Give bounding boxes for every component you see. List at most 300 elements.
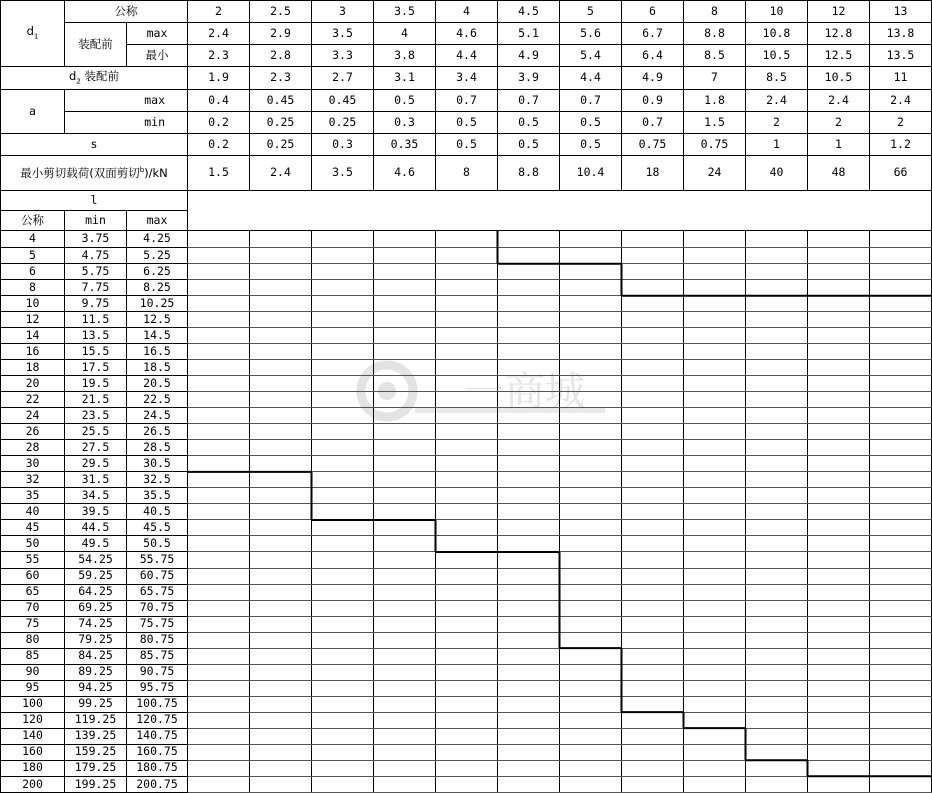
length-nominal-value: 5 — [1, 248, 65, 264]
length-row — [1, 312, 932, 328]
applicability-cell — [684, 424, 746, 440]
applicability-cell — [746, 312, 808, 328]
applicability-cell — [312, 408, 374, 424]
applicability-cell — [560, 600, 622, 616]
applicability-cell — [250, 248, 312, 264]
length-min-value: 44.5 — [65, 520, 127, 536]
applicability-cell — [250, 264, 312, 280]
applicability-cell — [436, 728, 498, 744]
applicability-cell — [746, 440, 808, 456]
applicability-cell — [870, 264, 932, 280]
applicability-cell — [374, 360, 436, 376]
length-min-value: 79.25 — [65, 632, 127, 648]
applicability-cell — [250, 312, 312, 328]
applicability-cell — [498, 632, 560, 648]
length-max-value: 30.5 — [127, 456, 188, 472]
length-nominal-value: 30 — [1, 456, 65, 472]
applicability-cell — [250, 520, 312, 536]
length-row — [1, 616, 932, 632]
applicability-cell — [808, 488, 870, 504]
applicability-cell — [498, 344, 560, 360]
applicability-cell — [870, 584, 932, 600]
applicability-cell — [436, 568, 498, 584]
applicability-cell — [498, 376, 560, 392]
a-min-value: 0.2 — [188, 112, 250, 134]
d2-value: 7 — [684, 67, 746, 90]
shear-load-value: 2.4 — [250, 156, 312, 191]
applicability-cell — [684, 616, 746, 632]
applicability-cell — [188, 648, 250, 664]
applicability-cell — [188, 328, 250, 344]
applicability-cell — [374, 344, 436, 360]
applicability-cell — [498, 408, 560, 424]
length-min-value: 7.75 — [65, 280, 127, 296]
applicability-cell — [312, 520, 374, 536]
applicability-cell — [560, 376, 622, 392]
length-nominal-value: 10 — [1, 296, 65, 312]
applicability-cell — [312, 696, 374, 712]
applicability-cell — [560, 472, 622, 488]
length-max-value: 95.75 — [127, 680, 188, 696]
applicability-cell — [436, 280, 498, 296]
applicability-cell — [436, 376, 498, 392]
length-max-value: 140.75 — [127, 728, 188, 744]
applicability-cell — [746, 424, 808, 440]
length-nominal-value: 35 — [1, 488, 65, 504]
applicability-cell — [188, 632, 250, 648]
nominal-value: 12 — [808, 1, 870, 23]
applicability-cell — [188, 424, 250, 440]
applicability-cell — [808, 456, 870, 472]
applicability-cell — [808, 680, 870, 696]
length-max-value: 60.75 — [127, 568, 188, 584]
applicability-cell — [312, 376, 374, 392]
length-min-value: 119.25 — [65, 712, 127, 728]
applicability-cell — [498, 488, 560, 504]
nominal-value: 2.5 — [250, 1, 312, 23]
applicability-cell — [622, 456, 684, 472]
length-max-value: 85.75 — [127, 648, 188, 664]
applicability-cell — [622, 632, 684, 648]
applicability-cell — [808, 696, 870, 712]
d1-max-value: 6.7 — [622, 23, 684, 45]
length-min-value: 13.5 — [65, 328, 127, 344]
applicability-cell — [746, 600, 808, 616]
applicability-cell — [808, 408, 870, 424]
applicability-cell — [808, 632, 870, 648]
length-row — [1, 536, 932, 552]
length-min-value: 94.25 — [65, 680, 127, 696]
applicability-cell — [870, 296, 932, 312]
length-row — [1, 568, 932, 584]
applicability-cell — [498, 664, 560, 680]
a-min-value: 0.7 — [622, 112, 684, 134]
applicability-cell — [436, 744, 498, 760]
applicability-cell — [560, 280, 622, 296]
length-min-value: 39.5 — [65, 504, 127, 520]
applicability-cell — [374, 296, 436, 312]
length-max-value: 80.75 — [127, 632, 188, 648]
applicability-cell — [622, 504, 684, 520]
applicability-cell — [436, 776, 498, 792]
applicability-cell — [250, 760, 312, 776]
length-nominal-label: 公称 — [1, 211, 65, 231]
length-min-value: 4.75 — [65, 248, 127, 264]
d1-max-value: 4.6 — [436, 23, 498, 45]
d1-min-value: 2.3 — [188, 45, 250, 67]
d1-max-value: 5.1 — [498, 23, 560, 45]
d2-before-assembly-label: $d_2$ 装配前 — [1, 67, 188, 90]
applicability-cell — [870, 760, 932, 776]
length-min-value: 3.75 — [65, 231, 127, 248]
a-max-value: 0.9 — [622, 90, 684, 112]
applicability-cell — [560, 504, 622, 520]
applicability-cell — [188, 712, 250, 728]
applicability-cell — [312, 472, 374, 488]
a-max-value: 0.5 — [374, 90, 436, 112]
watermark-text: 一商城 — [465, 369, 585, 415]
s-value: 0.75 — [684, 134, 746, 156]
length-row — [1, 392, 932, 408]
length-row — [1, 584, 932, 600]
applicability-cell — [188, 376, 250, 392]
applicability-cell — [808, 744, 870, 760]
applicability-cell — [746, 248, 808, 264]
applicability-cell — [436, 440, 498, 456]
length-max-value: 180.75 — [127, 760, 188, 776]
length-nominal-value: 60 — [1, 568, 65, 584]
length-row — [1, 248, 932, 264]
applicability-cell — [808, 760, 870, 776]
length-l-label: l — [1, 191, 188, 211]
a-min-value: 1.5 — [684, 112, 746, 134]
applicability-cell — [188, 760, 250, 776]
length-nominal-value: 45 — [1, 520, 65, 536]
applicability-cell — [684, 552, 746, 568]
applicability-cell — [808, 280, 870, 296]
applicability-cell — [622, 744, 684, 760]
applicability-cell — [870, 328, 932, 344]
applicability-cell — [498, 392, 560, 408]
applicability-cell — [560, 392, 622, 408]
applicability-cell — [374, 760, 436, 776]
applicability-cell — [808, 616, 870, 632]
d2-value: 3.4 — [436, 67, 498, 90]
applicability-cell — [436, 552, 498, 568]
applicability-cell — [808, 568, 870, 584]
applicability-cell — [374, 680, 436, 696]
applicability-cell — [188, 728, 250, 744]
d1-max-value: 5.6 — [560, 23, 622, 45]
applicability-cell — [436, 408, 498, 424]
applicability-cell — [498, 312, 560, 328]
applicability-cell — [808, 504, 870, 520]
applicability-cell — [374, 712, 436, 728]
applicability-cell — [622, 776, 684, 792]
applicability-cell — [684, 664, 746, 680]
applicability-cell — [746, 456, 808, 472]
s-value: 0.2 — [188, 134, 250, 156]
applicability-cell — [498, 584, 560, 600]
applicability-cell — [560, 440, 622, 456]
applicability-cell — [808, 344, 870, 360]
length-max-value: 35.5 — [127, 488, 188, 504]
applicability-cell — [374, 264, 436, 280]
applicability-cell — [498, 296, 560, 312]
length-nominal-value: 75 — [1, 616, 65, 632]
length-nominal-value: 28 — [1, 440, 65, 456]
applicability-cell — [498, 696, 560, 712]
applicability-cell — [188, 312, 250, 328]
applicability-cell — [560, 424, 622, 440]
applicability-cell — [622, 440, 684, 456]
applicability-cell — [250, 744, 312, 760]
applicability-cell — [436, 344, 498, 360]
length-min-value: 29.5 — [65, 456, 127, 472]
s-value: 1 — [808, 134, 870, 156]
applicability-cell — [498, 776, 560, 792]
applicability-cell — [436, 328, 498, 344]
length-row — [1, 664, 932, 680]
applicability-cell — [808, 312, 870, 328]
a-min-label: min — [65, 112, 188, 134]
length-max-value: 50.5 — [127, 536, 188, 552]
applicability-cell — [746, 536, 808, 552]
shear-load-value: 66 — [870, 156, 932, 191]
applicability-cell — [560, 728, 622, 744]
applicability-cell — [622, 552, 684, 568]
applicability-cell — [250, 440, 312, 456]
applicability-cell — [870, 231, 932, 248]
length-row — [1, 440, 932, 456]
applicability-cell — [622, 264, 684, 280]
length-nominal-value: 160 — [1, 744, 65, 760]
d2-value: 4.9 — [622, 67, 684, 90]
length-max-value: 40.5 — [127, 504, 188, 520]
length-min-value: 17.5 — [65, 360, 127, 376]
applicability-cell — [560, 456, 622, 472]
applicability-cell — [250, 280, 312, 296]
applicability-cell — [436, 312, 498, 328]
shear-load-value: 24 — [684, 156, 746, 191]
length-row — [1, 712, 932, 728]
applicability-cell — [622, 344, 684, 360]
d2-value: 3.1 — [374, 67, 436, 90]
d1-min-value: 10.5 — [746, 45, 808, 67]
a-max-value: 2.4 — [746, 90, 808, 112]
s-value: 0.35 — [374, 134, 436, 156]
a-label: a — [1, 90, 65, 134]
applicability-cell — [684, 648, 746, 664]
applicability-cell — [560, 616, 622, 632]
applicability-cell — [560, 680, 622, 696]
length-max-value: 18.5 — [127, 360, 188, 376]
length-min-value: 99.25 — [65, 696, 127, 712]
applicability-cell — [746, 376, 808, 392]
applicability-cell — [870, 280, 932, 296]
length-row — [1, 328, 932, 344]
applicability-cell — [312, 360, 374, 376]
applicability-cell — [684, 248, 746, 264]
length-row — [1, 632, 932, 648]
d2-value: 2.3 — [250, 67, 312, 90]
applicability-cell — [250, 296, 312, 312]
applicability-cell — [498, 456, 560, 472]
applicability-cell — [312, 664, 374, 680]
applicability-cell — [684, 456, 746, 472]
length-min-value: 199.25 — [65, 776, 127, 792]
applicability-cell — [250, 488, 312, 504]
applicability-cell — [312, 568, 374, 584]
applicability-cell — [746, 344, 808, 360]
applicability-cell — [312, 616, 374, 632]
applicability-cell — [374, 600, 436, 616]
length-nominal-value: 12 — [1, 312, 65, 328]
nominal-value: 3.5 — [374, 1, 436, 23]
length-min-value: 34.5 — [65, 488, 127, 504]
applicability-cell — [684, 600, 746, 616]
applicability-cell — [622, 472, 684, 488]
applicability-cell — [622, 712, 684, 728]
applicability-cell — [622, 280, 684, 296]
applicability-cell — [870, 440, 932, 456]
length-nominal-value: 40 — [1, 504, 65, 520]
length-max-value: 6.25 — [127, 264, 188, 280]
applicability-cell — [746, 728, 808, 744]
applicability-cell — [746, 408, 808, 424]
applicability-cell — [498, 648, 560, 664]
applicability-cell — [436, 472, 498, 488]
applicability-cell — [560, 296, 622, 312]
length-nominal-value: 85 — [1, 648, 65, 664]
applicability-cell — [870, 408, 932, 424]
applicability-cell — [436, 488, 498, 504]
d1-min-value: 8.5 — [684, 45, 746, 67]
applicability-cell — [498, 328, 560, 344]
length-nominal-value: 32 — [1, 472, 65, 488]
s-value: 0.25 — [250, 134, 312, 156]
length-max-value: 24.5 — [127, 408, 188, 424]
applicability-cell — [374, 632, 436, 648]
d1-max-value: 2.4 — [188, 23, 250, 45]
applicability-cell — [560, 520, 622, 536]
applicability-cell — [808, 584, 870, 600]
applicability-cell — [250, 328, 312, 344]
nominal-value: 8 — [684, 1, 746, 23]
applicability-cell — [560, 231, 622, 248]
applicability-cell — [498, 728, 560, 744]
applicability-cell — [870, 536, 932, 552]
applicability-cell — [250, 584, 312, 600]
a-min-value: 0.3 — [374, 112, 436, 134]
applicability-cell — [808, 472, 870, 488]
length-nominal-value: 55 — [1, 552, 65, 568]
applicability-cell — [374, 440, 436, 456]
length-max-value: 22.5 — [127, 392, 188, 408]
length-min-value: 21.5 — [65, 392, 127, 408]
applicability-cell — [312, 296, 374, 312]
length-max-value: 26.5 — [127, 424, 188, 440]
applicability-cell — [312, 424, 374, 440]
a-max-value: 2.4 — [808, 90, 870, 112]
applicability-cell — [374, 392, 436, 408]
length-row — [1, 408, 932, 424]
applicability-cell — [808, 728, 870, 744]
length-nominal-value: 6 — [1, 264, 65, 280]
d1-min-value: 2.8 — [250, 45, 312, 67]
applicability-cell — [250, 600, 312, 616]
shear-load-value: 8 — [436, 156, 498, 191]
applicability-cell — [312, 456, 374, 472]
applicability-cell — [312, 680, 374, 696]
length-row — [1, 344, 932, 360]
length-nominal-value: 4 — [1, 231, 65, 248]
a-min-value: 2 — [870, 112, 932, 134]
applicability-cell — [374, 231, 436, 248]
applicability-cell — [808, 296, 870, 312]
length-nominal-value: 20 — [1, 376, 65, 392]
applicability-cell — [498, 504, 560, 520]
applicability-cell — [436, 760, 498, 776]
applicability-cell — [870, 312, 932, 328]
a-min-value: 0.25 — [250, 112, 312, 134]
length-max-value: 100.75 — [127, 696, 188, 712]
applicability-cell — [622, 408, 684, 424]
length-max-value: 12.5 — [127, 312, 188, 328]
applicability-cell — [250, 344, 312, 360]
applicability-cell — [374, 248, 436, 264]
length-row — [1, 264, 932, 280]
length-min-label: min — [65, 211, 127, 231]
applicability-cell — [560, 776, 622, 792]
applicability-cell — [684, 584, 746, 600]
length-min-value: 25.5 — [65, 424, 127, 440]
applicability-cell — [622, 360, 684, 376]
applicability-cell — [746, 616, 808, 632]
applicability-cell — [188, 296, 250, 312]
length-nominal-value: 200 — [1, 776, 65, 792]
applicability-cell — [746, 296, 808, 312]
length-nominal-value: 18 — [1, 360, 65, 376]
shear-load-value: 40 — [746, 156, 808, 191]
applicability-cell — [312, 648, 374, 664]
applicability-cell — [436, 264, 498, 280]
applicability-cell — [684, 264, 746, 280]
applicability-cell — [374, 280, 436, 296]
length-nominal-value: 180 — [1, 760, 65, 776]
a-min-value: 0.5 — [498, 112, 560, 134]
applicability-cell — [622, 680, 684, 696]
applicability-cell — [684, 776, 746, 792]
applicability-cell — [684, 376, 746, 392]
applicability-cell — [560, 536, 622, 552]
applicability-cell — [188, 568, 250, 584]
applicability-cell — [684, 296, 746, 312]
applicability-cell — [746, 632, 808, 648]
d1-min-value: 5.4 — [560, 45, 622, 67]
a-max-label: max — [65, 90, 188, 112]
applicability-cell — [188, 440, 250, 456]
applicability-cell — [436, 392, 498, 408]
applicability-cell — [250, 712, 312, 728]
d1-min-value: 13.5 — [870, 45, 932, 67]
applicability-cell — [312, 392, 374, 408]
length-max-value: 160.75 — [127, 744, 188, 760]
applicability-cell — [746, 280, 808, 296]
applicability-cell — [870, 568, 932, 584]
a-min-value: 0.25 — [312, 112, 374, 134]
applicability-cell — [436, 248, 498, 264]
